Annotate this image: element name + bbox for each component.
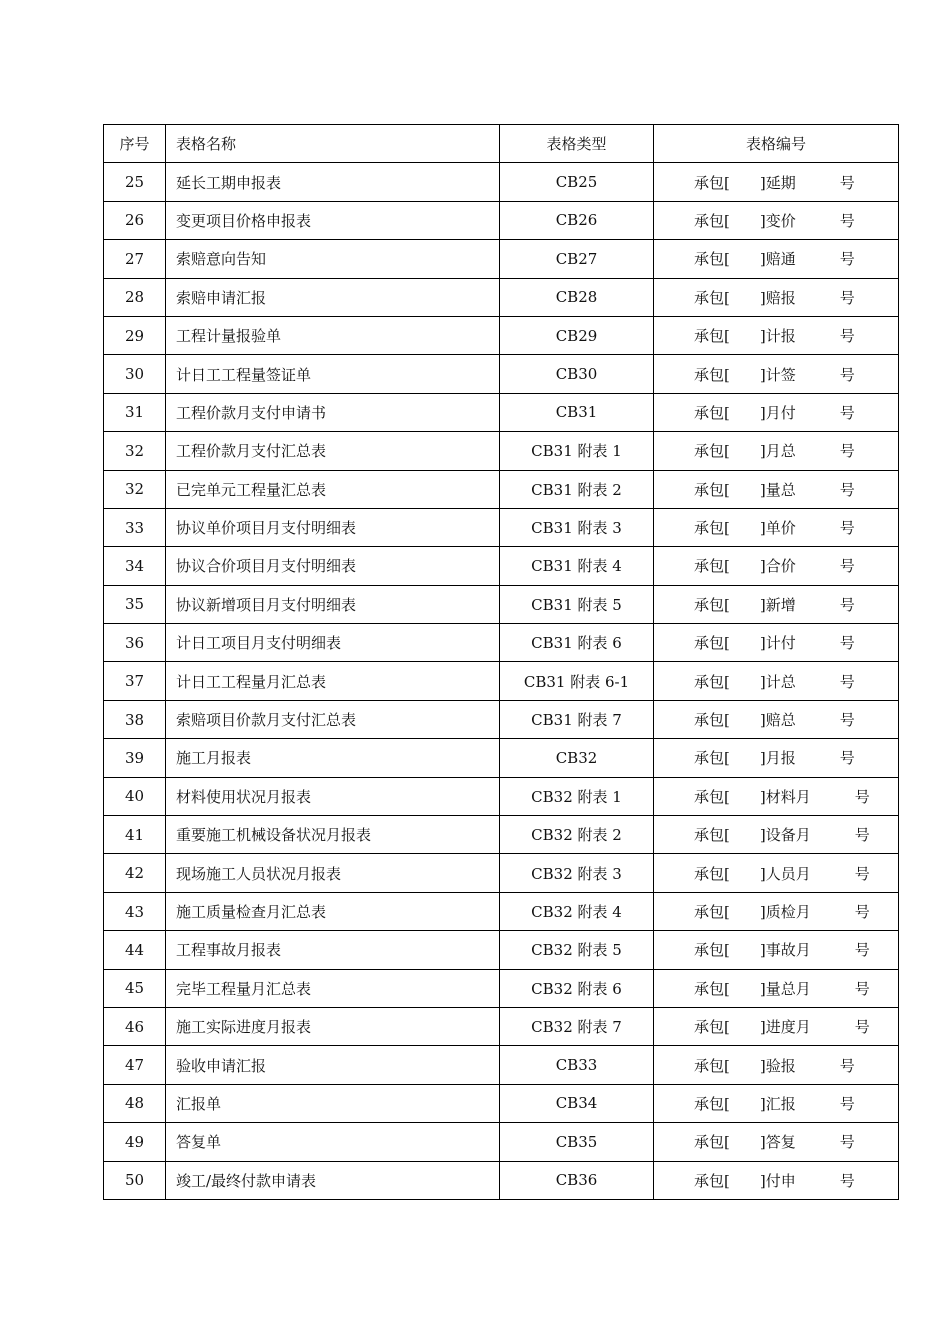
form-name-cell: 计日工工程量月汇总表 xyxy=(166,662,500,700)
table-row xyxy=(104,777,899,815)
form-code xyxy=(694,440,855,461)
code-end: 号 xyxy=(839,173,855,192)
serial-number-cell: 33 xyxy=(104,508,166,546)
form-name-cell: 工程事故月报表 xyxy=(166,931,500,969)
form-code-cell xyxy=(654,854,899,892)
form-name-cell: 索赔意向告知 xyxy=(166,240,500,278)
code-end: 号 xyxy=(839,1094,855,1113)
form-code-cell xyxy=(654,662,899,700)
serial-number-cell: 36 xyxy=(104,624,166,662)
code-end: 号 xyxy=(854,941,870,960)
table-row xyxy=(104,1123,899,1161)
code-suffix: ]付申 xyxy=(759,1171,796,1190)
form-name-cell: 延长工期申报表 xyxy=(166,163,500,201)
form-name-cell: 索赔申请汇报 xyxy=(166,278,500,316)
serial-number-cell: 35 xyxy=(104,585,166,623)
form-code-cell xyxy=(654,1046,899,1084)
table-row xyxy=(104,470,899,508)
code-prefix: 承包[ xyxy=(694,595,730,614)
form-code xyxy=(694,1131,855,1152)
table-row xyxy=(104,547,899,585)
header-serial-number: 序号 xyxy=(104,125,166,163)
serial-number-cell: 32 xyxy=(104,470,166,508)
code-end: 号 xyxy=(854,864,870,883)
code-prefix: 承包[ xyxy=(694,749,730,768)
table-row xyxy=(104,393,899,431)
form-type-cell: CB32 附表 4 xyxy=(500,892,654,930)
form-name-cell: 汇报单 xyxy=(166,1084,500,1122)
form-code-cell xyxy=(654,278,899,316)
form-code-cell xyxy=(654,777,899,815)
form-code xyxy=(694,939,870,960)
form-type-cell: CB28 xyxy=(500,278,654,316)
form-code-cell xyxy=(654,393,899,431)
code-suffix: ]赔通 xyxy=(759,250,796,269)
code-prefix: 承包[ xyxy=(694,1056,730,1075)
form-code xyxy=(694,479,855,500)
code-suffix: ]延期 xyxy=(759,173,796,192)
table-row xyxy=(104,355,899,393)
form-code-cell xyxy=(654,739,899,777)
code-prefix: 承包[ xyxy=(694,480,730,499)
code-end: 号 xyxy=(839,711,855,730)
form-name-cell: 重要施工机械设备状况月报表 xyxy=(166,816,500,854)
serial-number-cell: 32 xyxy=(104,432,166,470)
form-code xyxy=(694,747,855,768)
form-type-cell: CB32 附表 2 xyxy=(500,816,654,854)
code-end: 号 xyxy=(839,327,855,346)
code-suffix: ]赔总 xyxy=(759,711,796,730)
form-name-cell: 竣工/最终付款申请表 xyxy=(166,1161,500,1199)
code-end: 号 xyxy=(854,1018,870,1037)
code-prefix: 承包[ xyxy=(694,1018,730,1037)
serial-number-cell: 27 xyxy=(104,240,166,278)
serial-number-cell: 39 xyxy=(104,739,166,777)
form-type-cell: CB31 附表 4 xyxy=(500,547,654,585)
table-row xyxy=(104,508,899,546)
form-code-cell xyxy=(654,1161,899,1199)
form-type-cell: CB33 xyxy=(500,1046,654,1084)
code-suffix: ]汇报 xyxy=(759,1094,796,1113)
table-row xyxy=(104,278,899,316)
code-prefix: 承包[ xyxy=(694,403,730,422)
header-form-code: 表格编号 xyxy=(654,125,899,163)
form-code xyxy=(694,248,855,269)
form-type-cell: CB32 附表 3 xyxy=(500,854,654,892)
form-name-cell: 验收申请汇报 xyxy=(166,1046,500,1084)
form-name-cell: 完毕工程量月汇总表 xyxy=(166,969,500,1007)
code-end: 号 xyxy=(839,250,855,269)
code-suffix: ]设备月 xyxy=(759,826,811,845)
form-type-cell: CB26 xyxy=(500,201,654,239)
code-end: 号 xyxy=(854,787,870,806)
code-prefix: 承包[ xyxy=(694,173,730,192)
form-code xyxy=(694,824,870,845)
form-code-cell xyxy=(654,931,899,969)
form-code xyxy=(694,901,870,922)
code-prefix: 承包[ xyxy=(694,557,730,576)
form-code xyxy=(694,978,870,999)
code-prefix: 承包[ xyxy=(694,941,730,960)
form-name-cell: 索赔项目价款月支付汇总表 xyxy=(166,700,500,738)
code-end: 号 xyxy=(839,480,855,499)
form-code xyxy=(694,364,855,385)
form-type-cell: CB32 附表 1 xyxy=(500,777,654,815)
table-row xyxy=(104,1161,899,1199)
code-end: 号 xyxy=(839,365,855,384)
form-type-cell: CB31 附表 5 xyxy=(500,585,654,623)
code-suffix: ]验报 xyxy=(759,1056,796,1075)
serial-number-cell: 46 xyxy=(104,1007,166,1045)
form-name-cell: 工程价款月支付汇总表 xyxy=(166,432,500,470)
code-end: 号 xyxy=(839,442,855,461)
code-suffix: ]材料月 xyxy=(759,787,811,806)
form-code xyxy=(694,402,855,423)
serial-number-cell: 43 xyxy=(104,892,166,930)
serial-number-cell: 38 xyxy=(104,700,166,738)
form-type-cell: CB31 附表 1 xyxy=(500,432,654,470)
form-type-cell: CB27 xyxy=(500,240,654,278)
header-form-type: 表格类型 xyxy=(500,125,654,163)
code-prefix: 承包[ xyxy=(694,365,730,384)
code-prefix: 承包[ xyxy=(694,1171,730,1190)
form-type-cell: CB35 xyxy=(500,1123,654,1161)
code-prefix: 承包[ xyxy=(694,634,730,653)
table-row xyxy=(104,816,899,854)
forms-table xyxy=(103,124,899,1200)
table-row xyxy=(104,739,899,777)
code-end: 号 xyxy=(839,403,855,422)
form-code xyxy=(694,709,855,730)
form-type-cell: CB34 xyxy=(500,1084,654,1122)
form-type-cell: CB32 附表 7 xyxy=(500,1007,654,1045)
code-end: 号 xyxy=(839,672,855,691)
form-code-cell xyxy=(654,892,899,930)
form-code xyxy=(694,1093,855,1114)
code-prefix: 承包[ xyxy=(694,903,730,921)
code-end: 号 xyxy=(839,634,855,653)
form-type-cell: CB32 附表 5 xyxy=(500,931,654,969)
form-type-cell: CB31 附表 3 xyxy=(500,508,654,546)
code-prefix: 承包[ xyxy=(694,979,730,998)
form-code-cell xyxy=(654,1007,899,1045)
code-end: 号 xyxy=(839,1171,855,1190)
serial-number-cell: 29 xyxy=(104,316,166,354)
form-name-cell: 施工实际进度月报表 xyxy=(166,1007,500,1045)
code-suffix: ]合价 xyxy=(759,557,796,576)
form-code xyxy=(694,863,870,884)
table-row xyxy=(104,201,899,239)
form-name-cell: 已完单元工程量汇总表 xyxy=(166,470,500,508)
serial-number-cell: 48 xyxy=(104,1084,166,1122)
form-type-cell: CB30 xyxy=(500,355,654,393)
form-code xyxy=(694,287,855,308)
form-code xyxy=(694,1016,870,1037)
code-suffix: ]月付 xyxy=(759,403,796,422)
code-suffix: ]计报 xyxy=(759,327,796,346)
serial-number-cell: 30 xyxy=(104,355,166,393)
serial-number-cell: 45 xyxy=(104,969,166,1007)
table-row xyxy=(104,892,899,930)
code-prefix: 承包[ xyxy=(694,442,730,461)
code-prefix: 承包[ xyxy=(694,1133,730,1152)
code-prefix: 承包[ xyxy=(694,250,730,269)
code-suffix: ]事故月 xyxy=(759,941,811,960)
code-end: 号 xyxy=(839,1133,855,1152)
code-prefix: 承包[ xyxy=(694,864,730,883)
code-suffix: ]计签 xyxy=(759,365,796,384)
table-row xyxy=(104,624,899,662)
code-end: 号 xyxy=(854,826,870,845)
code-end: 号 xyxy=(839,211,855,230)
form-name-cell: 变更项目价格申报表 xyxy=(166,201,500,239)
form-code-cell xyxy=(654,969,899,1007)
form-code xyxy=(694,172,855,193)
form-name-cell: 计日工工程量签证单 xyxy=(166,355,500,393)
form-name-cell: 协议单价项目月支付明细表 xyxy=(166,508,500,546)
form-type-cell: CB31 附表 6-1 xyxy=(500,662,654,700)
serial-number-cell: 37 xyxy=(104,662,166,700)
table-row xyxy=(104,969,899,1007)
code-suffix: ]赔报 xyxy=(759,288,796,307)
serial-number-cell: 40 xyxy=(104,777,166,815)
form-type-cell: CB31 附表 2 xyxy=(500,470,654,508)
table-row xyxy=(104,240,899,278)
table-row xyxy=(104,585,899,623)
form-name-cell: 计日工项目月支付明细表 xyxy=(166,624,500,662)
form-code xyxy=(694,210,855,231)
code-prefix: 承包[ xyxy=(694,519,730,538)
form-code xyxy=(694,325,855,346)
form-code-cell xyxy=(654,585,899,623)
code-prefix: 承包[ xyxy=(694,211,730,230)
form-type-cell: CB36 xyxy=(500,1161,654,1199)
serial-number-cell: 26 xyxy=(104,201,166,239)
code-suffix: ]新增 xyxy=(759,595,796,614)
code-suffix: ]月报 xyxy=(759,749,796,768)
form-code-cell xyxy=(654,700,899,738)
serial-number-cell: 50 xyxy=(104,1161,166,1199)
form-code-cell xyxy=(654,240,899,278)
form-code xyxy=(694,1170,855,1191)
code-prefix: 承包[ xyxy=(694,672,730,691)
table-row xyxy=(104,854,899,892)
table-row xyxy=(104,316,899,354)
code-end: 号 xyxy=(839,1056,855,1075)
form-code-cell xyxy=(654,1084,899,1122)
code-prefix: 承包[ xyxy=(694,1094,730,1113)
form-name-cell: 工程计量报验单 xyxy=(166,316,500,354)
form-code xyxy=(694,517,855,538)
form-name-cell: 施工质量检查月汇总表 xyxy=(166,892,500,930)
form-code-cell xyxy=(654,201,899,239)
form-code-cell xyxy=(654,355,899,393)
code-end: 号 xyxy=(854,979,870,998)
table-row xyxy=(104,432,899,470)
table-row xyxy=(104,1084,899,1122)
form-code-cell xyxy=(654,432,899,470)
code-suffix: ]月总 xyxy=(759,442,796,461)
form-code-cell xyxy=(654,547,899,585)
code-suffix: ]量总 xyxy=(759,480,796,499)
form-code-cell xyxy=(654,1123,899,1161)
code-suffix: ]变价 xyxy=(759,211,796,230)
table-body xyxy=(104,163,899,1200)
form-code-cell xyxy=(654,816,899,854)
code-suffix: ]量总月 xyxy=(759,979,811,998)
form-code-cell xyxy=(654,316,899,354)
form-code-cell xyxy=(654,163,899,201)
form-type-cell: CB31 附表 7 xyxy=(500,700,654,738)
form-type-cell: CB31 xyxy=(500,393,654,431)
code-suffix: ]人员月 xyxy=(759,864,811,883)
table-row xyxy=(104,700,899,738)
form-type-cell: CB29 xyxy=(500,316,654,354)
code-end: 号 xyxy=(839,749,855,768)
serial-number-cell: 47 xyxy=(104,1046,166,1084)
form-name-cell: 材料使用状况月报表 xyxy=(166,777,500,815)
form-type-cell: CB25 xyxy=(500,163,654,201)
code-prefix: 承包[ xyxy=(694,826,730,845)
serial-number-cell: 31 xyxy=(104,393,166,431)
form-code xyxy=(694,671,855,692)
code-suffix: ]质检月 xyxy=(759,903,811,921)
form-type-cell: CB31 附表 6 xyxy=(500,624,654,662)
serial-number-cell: 28 xyxy=(104,278,166,316)
code-end: 号 xyxy=(839,519,855,538)
form-name-cell: 工程价款月支付申请书 xyxy=(166,393,500,431)
form-name-cell: 施工月报表 xyxy=(166,739,500,777)
code-end: 号 xyxy=(839,557,855,576)
form-code xyxy=(694,594,855,615)
serial-number-cell: 25 xyxy=(104,163,166,201)
code-prefix: 承包[ xyxy=(694,711,730,730)
header-form-name: 表格名称 xyxy=(166,125,500,163)
table-header-row xyxy=(104,125,899,163)
serial-number-cell: 34 xyxy=(104,547,166,585)
code-suffix: ]计总 xyxy=(759,672,796,691)
code-end: 号 xyxy=(839,595,855,614)
form-code xyxy=(694,632,855,653)
code-suffix: ]答复 xyxy=(759,1133,796,1152)
serial-number-cell: 49 xyxy=(104,1123,166,1161)
form-name-cell: 答复单 xyxy=(166,1123,500,1161)
table-row xyxy=(104,662,899,700)
code-suffix: ]进度月 xyxy=(759,1018,811,1037)
table-row xyxy=(104,163,899,201)
form-code-cell xyxy=(654,508,899,546)
code-end: 号 xyxy=(839,288,855,307)
table-row xyxy=(104,931,899,969)
code-prefix: 承包[ xyxy=(694,327,730,346)
form-code xyxy=(694,1055,855,1076)
code-suffix: ]计付 xyxy=(759,634,796,653)
serial-number-cell: 41 xyxy=(104,816,166,854)
code-prefix: 承包[ xyxy=(694,288,730,307)
code-suffix: ]单价 xyxy=(759,519,796,538)
form-code-cell xyxy=(654,470,899,508)
form-name-cell: 协议合价项目月支付明细表 xyxy=(166,547,500,585)
form-name-cell: 现场施工人员状况月报表 xyxy=(166,854,500,892)
form-type-cell: CB32 xyxy=(500,739,654,777)
form-code xyxy=(694,786,870,807)
table-row xyxy=(104,1007,899,1045)
form-code xyxy=(694,555,855,576)
table-row xyxy=(104,1046,899,1084)
code-prefix: 承包[ xyxy=(694,787,730,806)
form-code-cell xyxy=(654,624,899,662)
serial-number-cell: 42 xyxy=(104,854,166,892)
code-end: 号 xyxy=(854,903,870,921)
serial-number-cell: 44 xyxy=(104,931,166,969)
form-name-cell: 协议新增项目月支付明细表 xyxy=(166,585,500,623)
form-type-cell: CB32 附表 6 xyxy=(500,969,654,1007)
